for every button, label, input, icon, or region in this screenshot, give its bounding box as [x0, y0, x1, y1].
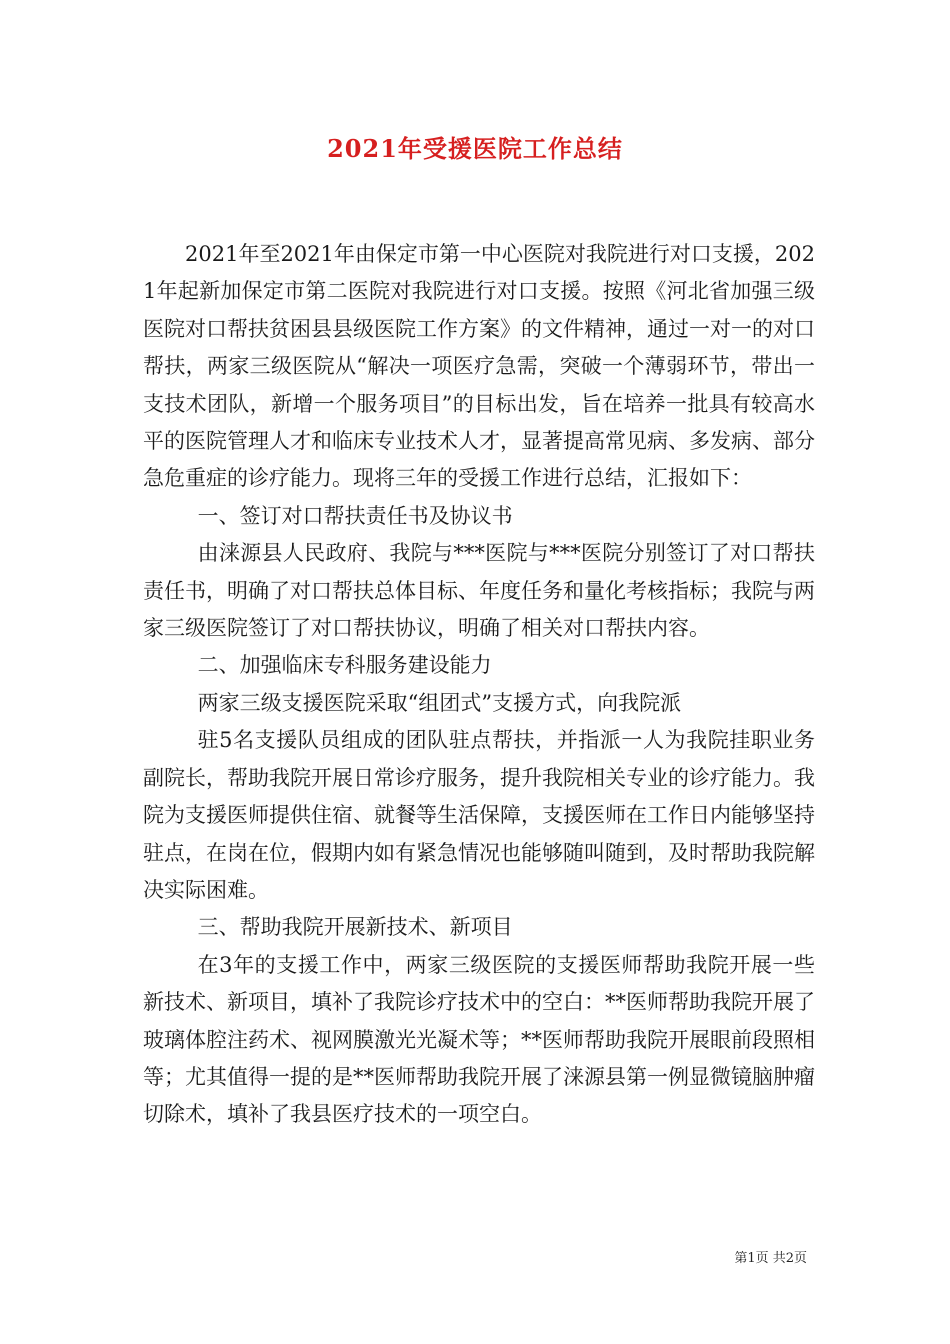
section-heading-2: 二、加强临床专科服务建设能力	[197, 653, 492, 678]
intro-paragraph: 2021年至2021年由保定市第一中心医院对我院进行对口支援，2021年起新加保定市第二医院对我院进行对口支援。按照《河北省加强三级医院对口帮扶贫困县县级医院工作方案》的文件精神，通过一对一的对口帮扶，两家三级医院从“解决一项医疗急需，突破一个薄弱环节，带出一支技术团队，新增一个服务项目”的目标出发，旨在培养一批具有较高水平的医院管理人才和临床专业技术人才，显著提高常见病、多发病、部分急危重症的诊疗能力。现将三年的受援工作进行总结，汇报如下：	[143, 242, 815, 491]
page-number-footer: 第1页 共2页	[734, 1251, 807, 1266]
section-heading-3: 三、帮助我院开展新技术、新项目	[197, 915, 513, 940]
document-title: 2021年受援医院工作总结	[327, 134, 623, 163]
section-3-paragraph: 在3年的支援工作中，两家三级医院的支援医师帮助我院开展一些新技术、新项目，填补了我院诊疗技术中的空白：**医师帮助我院开展了玻璃体腔注药术、视网膜激光光凝术等；**医师帮助我院开展眼前段照相等；尤其值得一提的是**医师帮助我院开展了涞源县第一例显微镜脑肿瘤切除术，填补了我县医疗技术的一项空白。	[143, 952, 815, 1127]
document-body	[143, 236, 815, 1134]
section-2-paragraph: 驻5名支援队员组成的团队驻点帮扶，并指派一人为我院挂职业务副院长，帮助我院开展日常诊疗服务，提升我院相关专业的诊疗能力。我院为支援医师提供住宿、就餐等生活保障，支援医师在工作日内能够坚持驻点，在岗在位，假期内如有紧急情况也能够随叫随到，及时帮助我院解决实际困难。	[143, 728, 815, 902]
section-2-paragraph-lead: 两家三级支援医院采取“组团式”支援方式，向我院派	[197, 690, 682, 715]
section-heading-1: 一、签订对口帮扶责任书及协议书	[197, 503, 513, 528]
section-1-paragraph: 由涞源县人民政府、我院与***医院与***医院分别签订了对口帮扶责任书，明确了对口帮扶总体目标、年度任务和量化考核指标；我院与两家三级医院签订了对口帮扶协议，明确了相关对口帮扶内容。	[143, 541, 815, 641]
